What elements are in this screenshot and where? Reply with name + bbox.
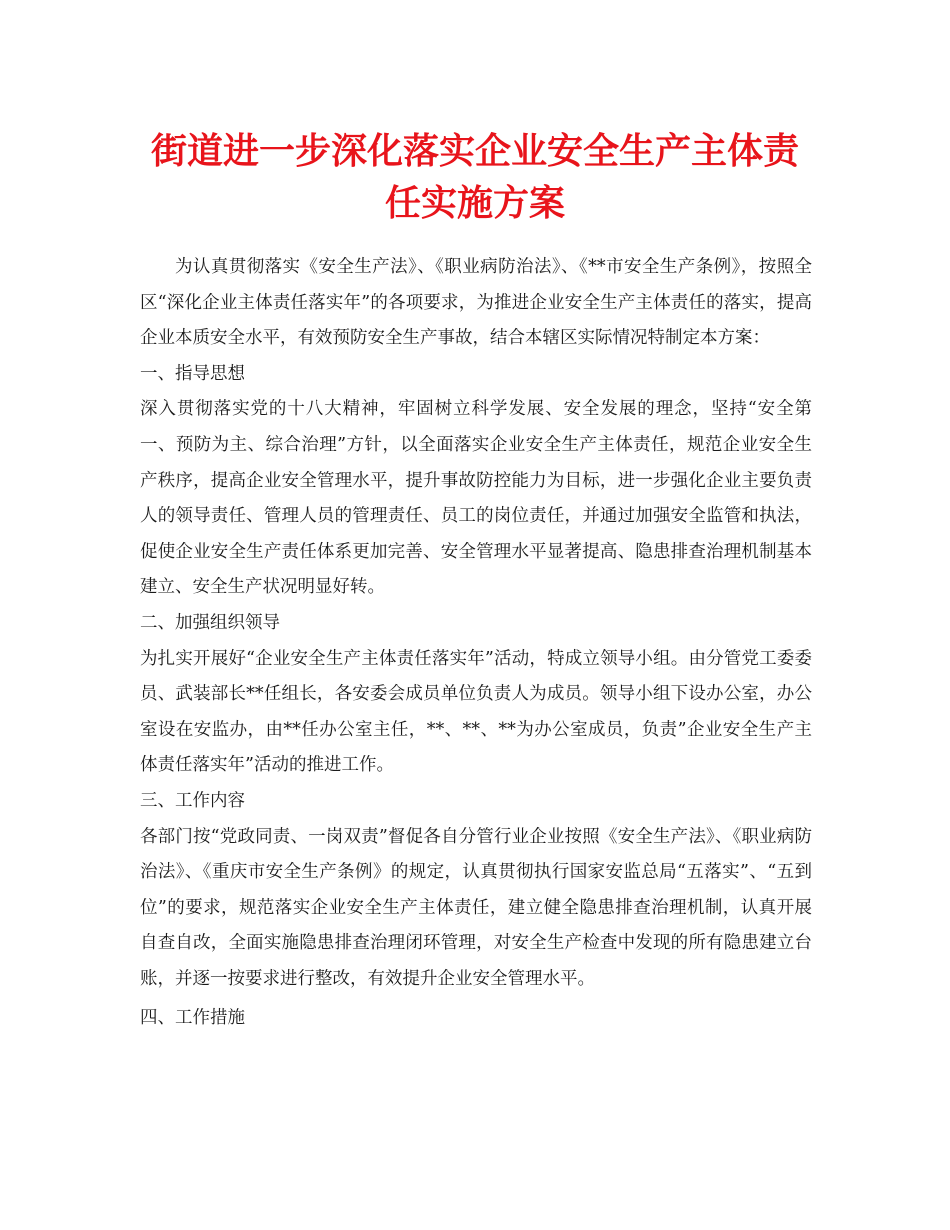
document-title: 街道进一步深化落实企业安全生产主体责任实施方案	[150, 131, 799, 224]
document-body	[140, 250, 812, 1037]
section-text-guiding-thought: 深入贯彻落实党的十八大精神，牢固树立科学发展、安全发展的理念，坚持“安全第一、预防为主、综合治理”方针，以全面落实企业安全生产主体责任，规范企业安全生产秩序，提高企业安全管理水平，提升事故防控能力为目标，进一步强化企业主要负责人的领导责任、管理人员的管理责任、员工的岗位责任，并通过加强安全监管和执法，促使企业安全生产责任体系更加完善、安全管理水平显著提高、隐患排查治理机制基本建立、安全生产状况明显好转。	[140, 399, 812, 598]
section-heading-work-measures: 四、工作措施	[140, 1008, 245, 1029]
section-text-work-content: 各部门按“党政同责、一岗双责”督促各自分管行业企业按照《安全生产法》、《职业病防治法》、《重庆市安全生产条例》的规定，认真贯彻执行国家安监总局“五落实”、“五到位”的要求，规范落实企业安全生产主体责任，建立健全隐患排查治理机制，认真开展自查自改，全面实施隐患排查治理闭环管理，对安全生产检查中发现的所有隐患建立台账，并逐一按要求进行整改，有效提升企业安全管理水平。	[140, 826, 812, 989]
section-heading-guiding-thought: 一、指导思想	[140, 363, 245, 384]
section-heading-work-content: 三、工作内容	[140, 790, 245, 811]
intro-paragraph: 为认真贯彻落实《安全生产法》、《职业病防治法》、《**市安全生产条例》，按照全区“深化企业主体责任落实年”的各项要求，为推进企业安全生产主体责任的落实，提高企业本质安全水平，有效预防安全生产事故，结合本辖区实际情况特制定本方案：	[140, 257, 812, 349]
section-heading-organization: 二、加强组织领导	[140, 612, 280, 633]
section-text-organization: 为扎实开展好“企业安全生产主体责任落实年”活动，特成立领导小组。由分管党工委委员、武装部长**任组长，各安委会成员单位负责人为成员。领导小组下设办公室，办公室设在安监办，由**任办公室主任，**、**、**为办公室成员，负责”企业安全生产主体责任落实年”活动的推进工作。	[140, 648, 812, 776]
